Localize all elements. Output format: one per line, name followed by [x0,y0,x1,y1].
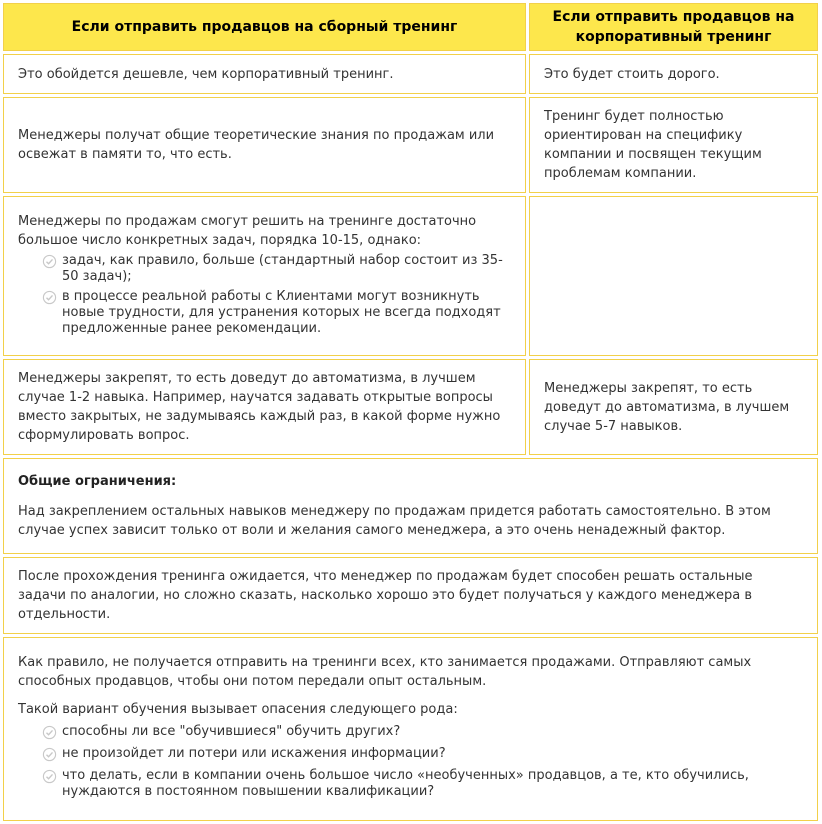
list-item [42,289,511,337]
final-text-1: Как правило, не получается отправить на тренинги всех, кто занимается продажами. Отправляют самых способных продавцов, чтобы они потом передали опыт остальным. [18,654,752,689]
list-item-text: не произойдет ли потери или искажения информации? [62,745,446,761]
header-col-corporate-training: Если отправить продавцов на корпоративный тренинг [529,3,818,51]
final-text-2: Такой вариант обучения вызывает опасения следующего рода: [18,701,458,717]
cell-text: Менеджеры по продажам смогут решить на тренинге достаточно большое число конкретных задач, порядка 10-15, однако: [18,213,477,248]
list-item-text: в процессе реальной работы с Клиентами могут возникнуть новые трудности, для устранения которых не всегда подходят предложенные ранее рекомендации. [62,288,501,336]
cell-right [529,97,818,193]
cell-text: Это будет стоить дорого. [544,66,720,82]
cell-text: Менеджеры получат общие теоретические знания по продажам или освежат в памяти то, что есть. [18,128,495,162]
check-circle-icon [42,725,57,740]
table-row [3,196,818,356]
table-row-general [3,458,818,554]
check-circle-icon [42,769,57,784]
list-item-text: задач, как правило, больше (стандартный набор состоит из 35-50 задач); [62,252,503,284]
list-item [42,746,803,762]
check-list [18,253,511,337]
cell-left [3,97,526,193]
final-cell [3,637,818,821]
cell-left [3,54,526,94]
after-training-text: После прохождения тренинга ожидается, что менеджер по продажам будет способен решать остальные задачи по аналогии, но сложно сказать, насколько хорошо это будет получаться у каждого менеджера в отдельности. [18,569,753,622]
table-row-after [3,557,818,634]
cell-right [529,359,818,455]
cell-right-empty [529,196,818,356]
header-col-assembled-training: Если отправить продавцов на сборный тренинг [3,3,526,51]
check-circle-icon [42,747,57,762]
check-list [18,724,803,800]
table-header-row [3,3,818,51]
table-row [3,97,818,193]
cell-text: Тренинг будет полностью ориентирован на специфику компании и посвящен текущим проблемам компании. [544,109,762,181]
table-row-final [3,637,818,821]
list-item-text: что делать, если в компании очень большое число «необученных» продавцов, а те, кто обучились, нуждаются в постоянном повышении квалификации? [62,767,749,799]
check-circle-icon [42,254,57,269]
cell-left [3,196,526,356]
list-item-text: способны ли все "обучившиеся" обучить других? [62,723,401,739]
general-limitations-text: Над закреплением остальных навыков менеджеру по продажам придется работать самостоятельно. В этом случае успех зависит только от воли и желания самого менеджера, а это очень ненадежный фактор. [18,504,771,538]
table-row [3,54,818,94]
after-training-cell [3,557,818,634]
list-item [42,724,803,740]
cell-left [3,359,526,455]
list-item [42,253,511,285]
general-limitations-title: Общие ограничения: [18,474,177,489]
cell-text: Менеджеры закрепят, то есть доведут до автоматизма, в лучшем случае 1-2 навыка. Например, научатся задавать открытые вопросы вместо закрытых, не задумываясь каждый раз, в какой форме нужно сформулировать вопрос. [18,371,501,443]
cell-text: Это обойдется дешевле, чем корпоративный тренинг. [18,66,394,82]
cell-right [529,54,818,94]
general-limitations-cell [3,458,818,554]
table-row [3,359,818,455]
cell-text: Менеджеры закрепят, то есть доведут до автоматизма, в лучшем случае 5-7 навыков. [544,380,790,434]
check-circle-icon [42,290,57,305]
list-item [42,768,803,800]
